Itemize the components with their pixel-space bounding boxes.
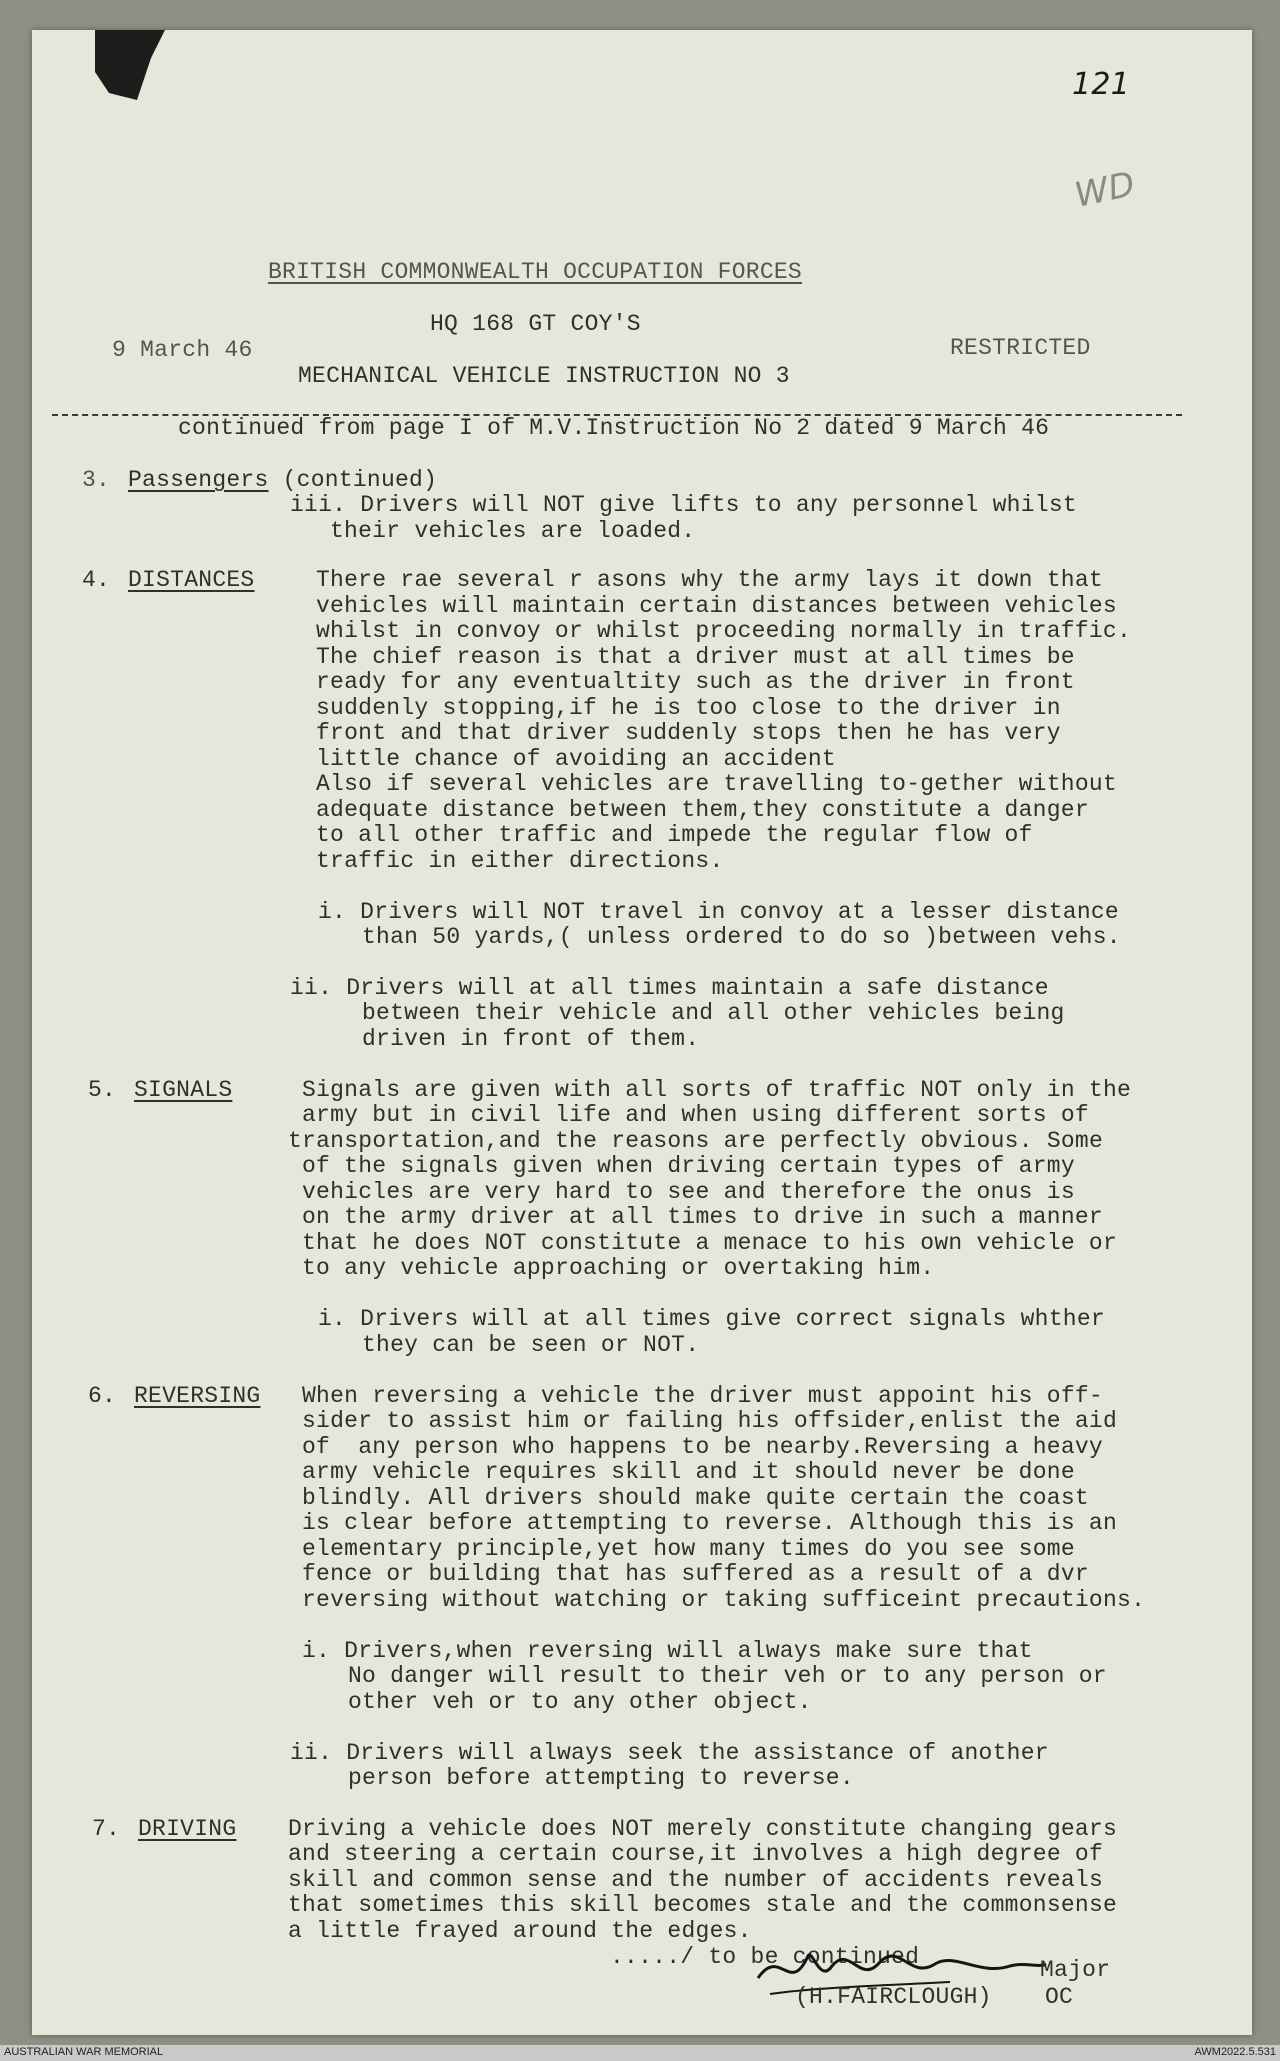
- section-heading: REVERSING: [134, 1383, 261, 1409]
- paragraph-line: army but in civil life and when using different sorts of: [302, 1102, 1089, 1128]
- paragraph-line: of the signals given when driving certain types of army: [302, 1153, 1075, 1179]
- subparagraph-line: they can be seen or NOT.: [362, 1332, 700, 1358]
- paragraph-line: adequate distance between them,they constitute a danger: [316, 797, 1089, 823]
- paragraph-line: sider to assist him or failing his offsider,enlist the aid: [302, 1408, 1118, 1434]
- subparagraph-line: No danger will result to their veh or to any person or: [348, 1663, 1107, 1689]
- signatory-name: (H.FAIRCLOUGH): [795, 1984, 992, 2010]
- paragraph-line: army vehicle requires skill and it should never be done: [302, 1459, 1075, 1485]
- paragraph-line: that sometimes this skill becomes stale and the commonsense: [288, 1892, 1118, 1918]
- section-number: 3.: [82, 467, 111, 493]
- paragraph-line: suddenly stopping,if he is too close to the driver in: [316, 695, 1061, 721]
- archive-footer-left: AUSTRALIAN WAR MEMORIAL: [4, 2046, 164, 2058]
- org-heading: BRITISH COMMONWEALTH OCCUPATION FORCES: [268, 259, 802, 285]
- paragraph-line: vehicles are very hard to see and therefore the onus is: [302, 1179, 1075, 1205]
- subparagraph-line: iii. Drivers will NOT give lifts to any personnel whilst: [290, 492, 1077, 518]
- paragraph-line: on the army driver at all times to drive in such a manner: [302, 1204, 1103, 1230]
- continued-note: ...../ to be continued: [610, 1944, 920, 1970]
- paragraph-line: front and that driver suddenly stops then he has very: [316, 720, 1061, 746]
- archive-footer-bar: [0, 2045, 1280, 2061]
- page-number: 121: [1072, 67, 1131, 102]
- paragraph-line: When reversing a vehicle the driver must appoint his off-: [302, 1383, 1103, 1409]
- section-heading: SIGNALS: [134, 1077, 233, 1103]
- archive-footer-right: AWM2022.5.531: [1194, 2046, 1276, 2058]
- document-title: MECHANICAL VEHICLE INSTRUCTION NO 3: [298, 363, 790, 389]
- subparagraph-line: than 50 yards,( unless ordered to do so )between vehs.: [362, 924, 1121, 950]
- paragraph-line: The chief reason is that a driver must at all times be: [316, 644, 1075, 670]
- paragraph-line: There rae several r asons why the army lays it down that: [316, 567, 1103, 593]
- section-number: 4.: [82, 567, 111, 593]
- paragraph-line: ready for any eventualtity such as the driver in front: [316, 669, 1075, 695]
- paragraph-line: that he does NOT constitute a menace to his own vehicle or: [302, 1230, 1118, 1256]
- subparagraph-line: between their vehicle and all other vehicles being: [362, 1000, 1065, 1026]
- section-number: 7.: [92, 1816, 121, 1842]
- paragraph-line: Also if several vehicles are travelling to-gether without: [316, 771, 1117, 797]
- subparagraph-line: ii. Drivers will at all times maintain a safe distance: [290, 975, 1049, 1001]
- subparagraph-line: i. Drivers will NOT travel in convoy at a lesser distance: [318, 899, 1119, 925]
- signatory-rank: Major: [1040, 1957, 1111, 1983]
- paragraph-line: Driving a vehicle does NOT merely constitute changing gears: [288, 1816, 1118, 1842]
- document-date: 9 March 46: [112, 337, 253, 363]
- paragraph-line: skill and common sense and the number of accidents reveals: [288, 1867, 1104, 1893]
- classification-label: RESTRICTED: [950, 335, 1091, 361]
- paragraph-line: of any person who happens to be nearby.Reversing a heavy: [302, 1434, 1103, 1460]
- paragraph-line: vehicles will maintain certain distances between vehicles: [316, 593, 1117, 619]
- paragraph-line: blindly. All drivers should make quite certain the coast: [302, 1485, 1089, 1511]
- section-heading: [128, 468, 437, 494]
- paragraph-line: reversing without watching or taking sufficeint precautions.: [302, 1587, 1146, 1613]
- subparagraph-line: ii. Drivers will always seek the assistance of another: [290, 1740, 1049, 1766]
- signatory-role: OC: [1045, 1984, 1074, 2010]
- paragraph-line: to all other traffic and impede the regular flow of: [316, 822, 1033, 848]
- paragraph-line: fence or building that has suffered as a result of a dvr: [302, 1561, 1089, 1587]
- section-number: 6.: [88, 1383, 117, 1409]
- initials-mark: WD: [1071, 164, 1139, 216]
- paragraph-line: and steering a certain course,it involves a high degree of: [288, 1841, 1104, 1867]
- paragraph-line: a little frayed around the edges.: [288, 1918, 752, 1944]
- paragraph-line: is clear before attempting to reverse. Although this is an: [302, 1510, 1118, 1536]
- paragraph-line: elementary principle,yet how many times do you see some: [302, 1536, 1075, 1562]
- paragraph-line: Signals are given with all sorts of traffic NOT only in the: [302, 1077, 1132, 1103]
- section-heading: DRIVING: [138, 1816, 237, 1842]
- paragraph-line: transportation,and the reasons are perfectly obvious. Some: [288, 1128, 1104, 1154]
- section-heading: DISTANCES: [128, 567, 255, 593]
- paragraph-line: little chance of avoiding an accident: [316, 746, 836, 772]
- section-heading-text: Passengers: [128, 467, 269, 493]
- hq-line: HQ 168 GT COY'S: [430, 311, 641, 337]
- paragraph-line: to any vehicle approaching or overtaking him.: [302, 1255, 935, 1281]
- subparagraph-line: i. Drivers will at all times give correct signals whther: [318, 1306, 1105, 1332]
- subparagraph-line: i. Drivers,when reversing will always make sure that: [302, 1638, 1033, 1664]
- subparagraph-line: driven in front of them.: [362, 1026, 700, 1052]
- subparagraph-line: person before attempting to reverse.: [348, 1765, 854, 1791]
- paragraph-line: whilst in convoy or whilst proceeding normally in traffic.: [316, 618, 1132, 644]
- paragraph-line: traffic in either directions.: [316, 848, 724, 874]
- subparagraph-line: other veh or to any other object.: [348, 1689, 812, 1715]
- section-number: 5.: [88, 1077, 117, 1103]
- subparagraph-line: their vehicles are loaded.: [330, 518, 696, 544]
- section-heading-suffix: (continued): [268, 467, 438, 493]
- continued-line: continued from page I of M.V.Instruction No 2 dated 9 March 46: [178, 415, 1050, 441]
